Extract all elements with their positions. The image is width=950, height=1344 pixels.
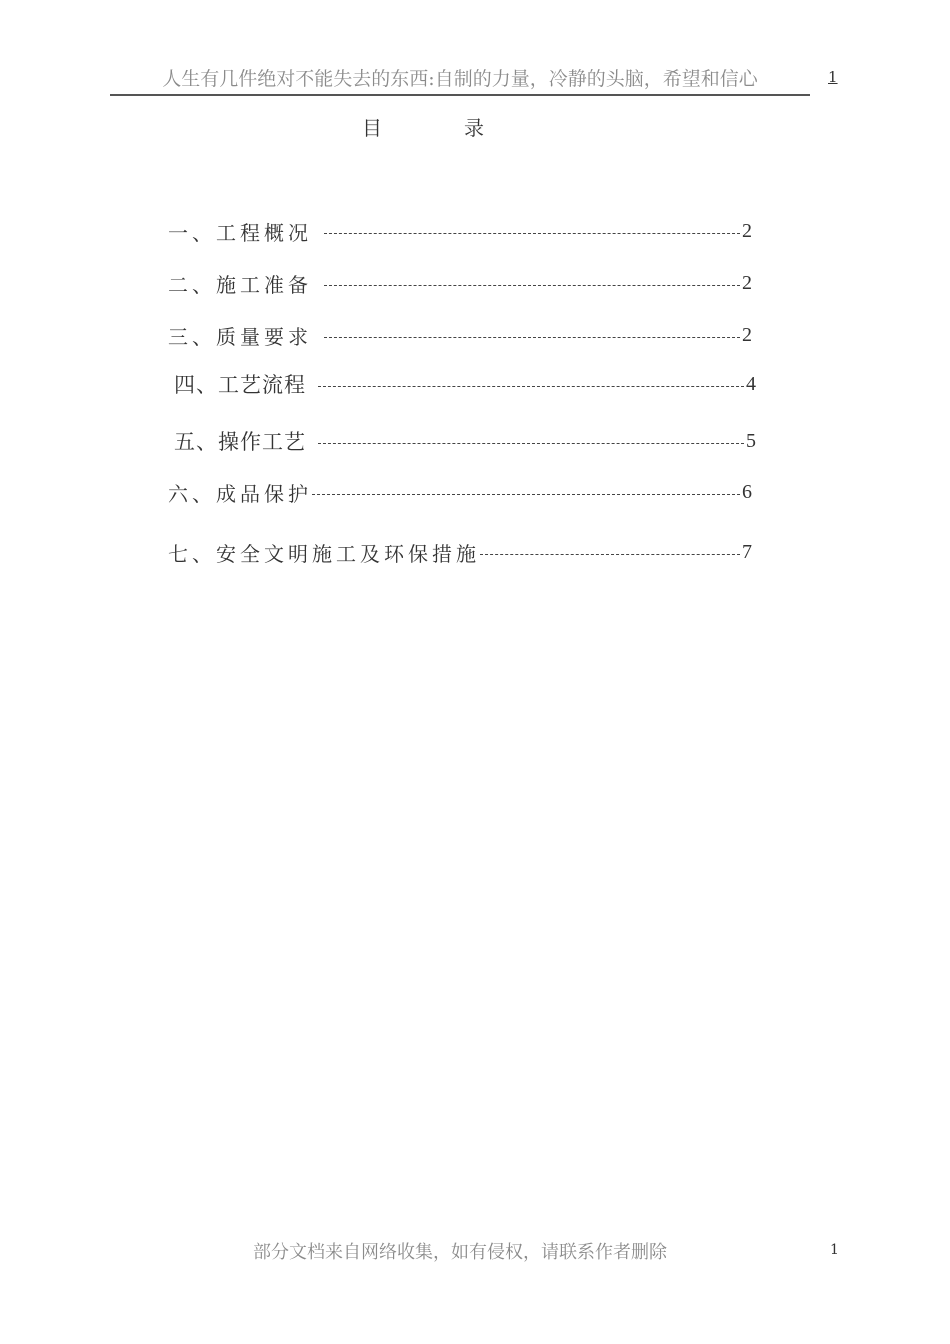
toc-entry-page: 2 bbox=[742, 271, 752, 294]
toc-entry-page: 7 bbox=[742, 540, 752, 563]
toc-entry[interactable] bbox=[168, 269, 752, 297]
toc-entry-label: 三、质量要求 bbox=[168, 324, 312, 349]
toc-leader bbox=[324, 337, 740, 338]
toc-leader bbox=[324, 285, 740, 286]
toc-leader bbox=[318, 443, 744, 444]
toc-entry[interactable] bbox=[168, 478, 752, 506]
toc-entry-label: 一、工程概况 bbox=[168, 220, 312, 245]
toc-leader bbox=[480, 554, 740, 555]
toc-title-part2: 录 bbox=[464, 116, 484, 140]
toc-leader bbox=[312, 494, 740, 495]
toc-entry-label: 六、成品保护 bbox=[168, 481, 312, 506]
toc-entry[interactable] bbox=[168, 321, 752, 349]
toc-leader bbox=[324, 233, 740, 234]
toc-entry-label: 五、操作工艺 bbox=[174, 430, 306, 454]
header-page-number: 1 bbox=[828, 68, 838, 86]
toc-entry-page: 6 bbox=[742, 480, 752, 503]
toc-entry-label: 四、工艺流程 bbox=[174, 373, 306, 397]
footer-page-number: 1 bbox=[830, 1242, 839, 1258]
toc-entry[interactable] bbox=[174, 370, 756, 398]
toc-entry-page: 2 bbox=[742, 219, 752, 242]
toc-entry-label: 二、施工准备 bbox=[168, 272, 312, 297]
header-quote: 人生有几件绝对不能失去的东西:自制的力量，冷静的头脑，希望和信心 bbox=[162, 68, 758, 90]
toc-entry-label: 七、安全文明施工及环保措施 bbox=[168, 541, 480, 566]
toc-title bbox=[0, 112, 950, 142]
toc-title-part1: 目 bbox=[362, 116, 382, 140]
toc-entry[interactable] bbox=[174, 427, 756, 455]
toc-entry[interactable] bbox=[168, 217, 752, 245]
toc-entry-page: 2 bbox=[742, 323, 752, 346]
footer-notice: 部分文档来自网络收集，如有侵权，请联系作者删除 bbox=[253, 1242, 667, 1263]
header-divider bbox=[110, 94, 810, 96]
toc-entry-page: 5 bbox=[746, 429, 756, 452]
toc-entry[interactable] bbox=[168, 538, 752, 566]
toc-leader bbox=[318, 386, 744, 387]
toc-entry-page: 4 bbox=[746, 372, 756, 395]
